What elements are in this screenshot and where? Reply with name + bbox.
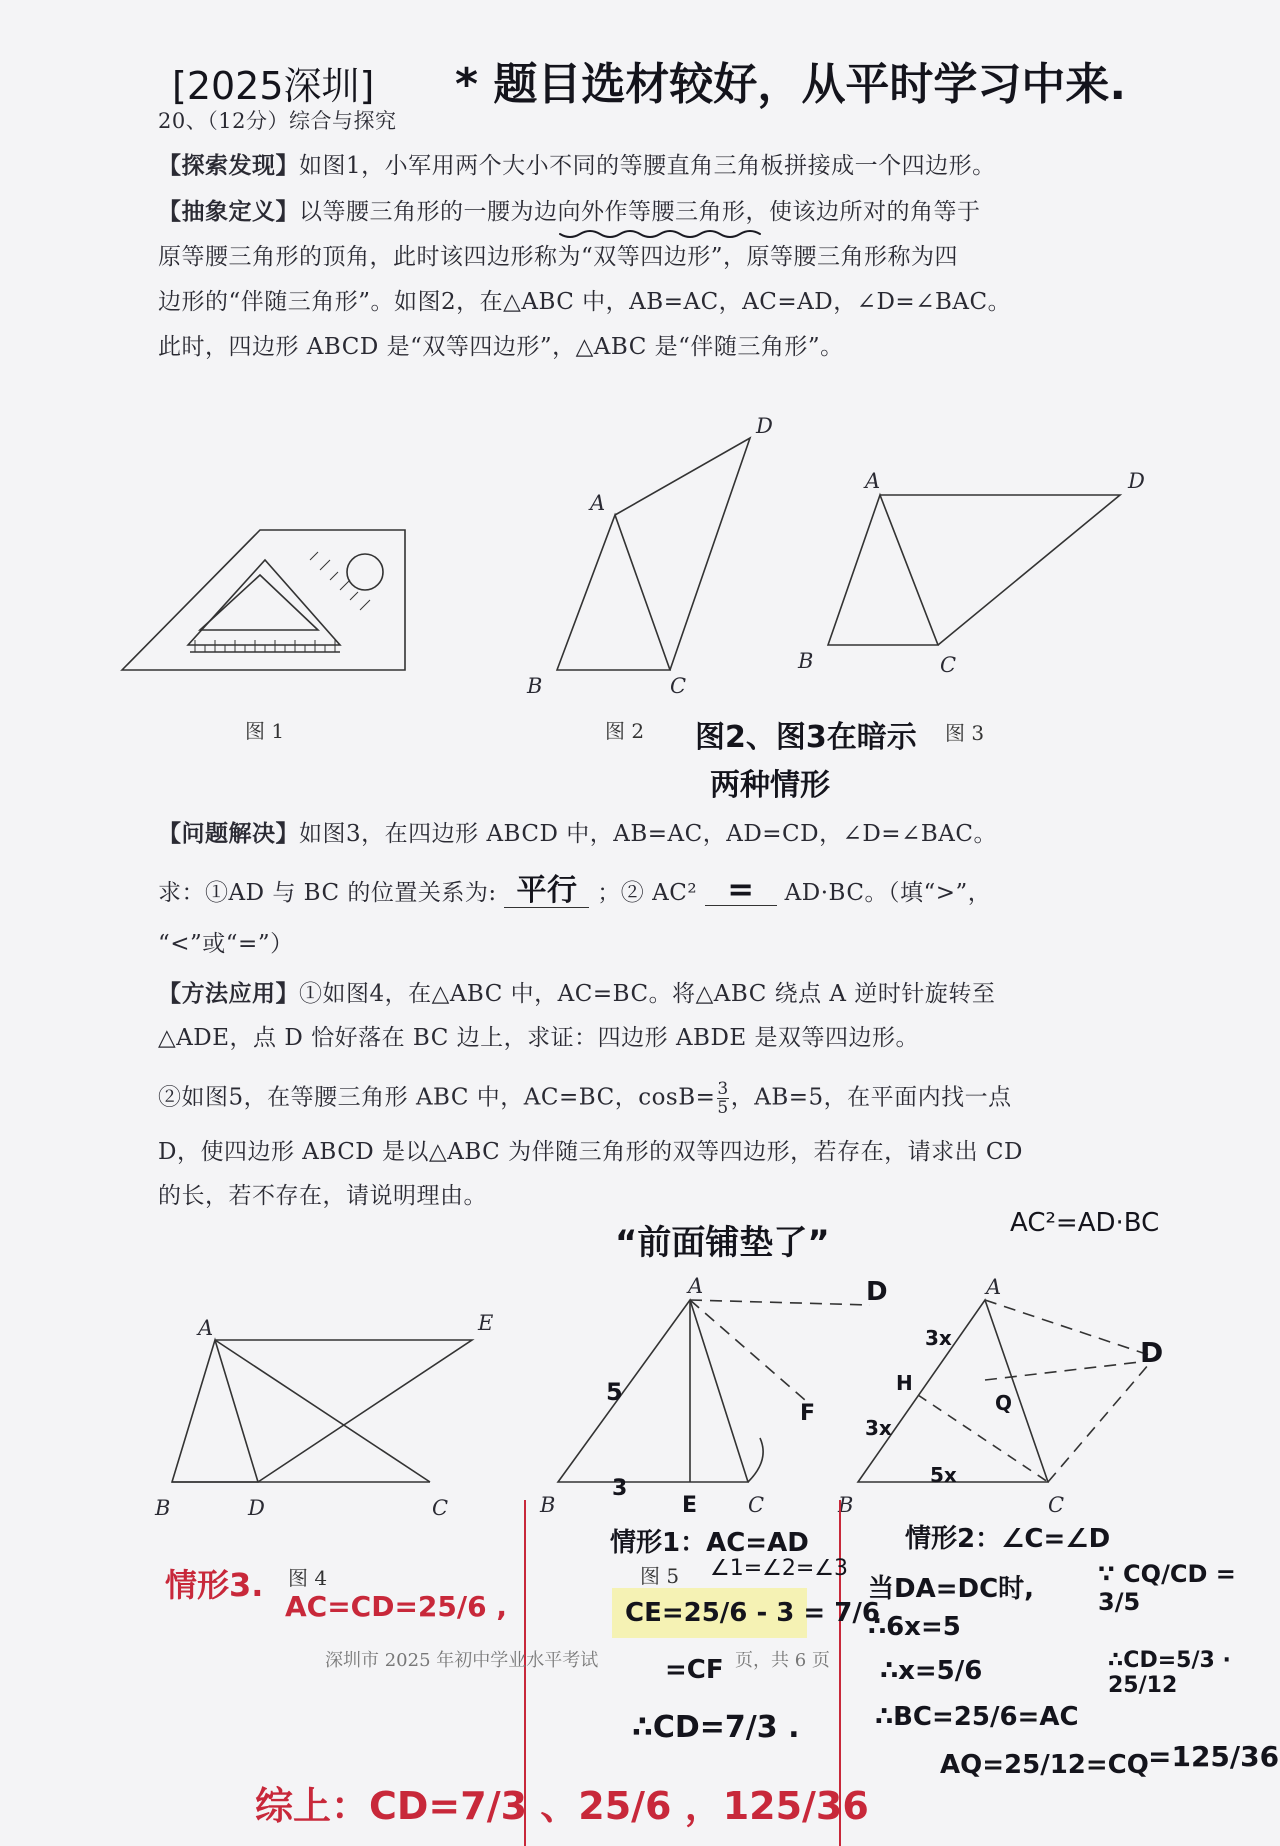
solve-label: 【问题解决】 <box>158 821 299 847</box>
define-label: 【抽象定义】 <box>158 199 299 225</box>
note-tag: [2025深圳] <box>172 64 375 108</box>
fig6-label-c: C <box>1048 1493 1065 1517</box>
hw-case3: 情形3. <box>165 1566 264 1604</box>
define-line-4: 此时，四边形 ABCD 是“双等四边形”，△ABC 是“伴随三角形”。 <box>158 334 844 360</box>
fig5-label-c: C <box>748 1493 765 1517</box>
answer-blank-1[interactable]: 平行 <box>504 875 589 908</box>
apply-line-2: △ADE，点 D 恰好落在 BC 边上，求证：四边形 ABDE 是双等四边形。 <box>158 1025 920 1051</box>
fig3-label-d: D <box>1128 469 1145 493</box>
hw-summary: 综上：CD=7/3 、25/6 ，125/36 <box>255 1784 869 1828</box>
fig3-label-c: C <box>940 653 957 677</box>
hw-case2-line4: ∴BC=25/6=AC <box>875 1702 1079 1732</box>
apply-line-4: D，使四边形 ABCD 是以△ABC 为伴随三角形的双等四边形，若存在，请求出 CD <box>158 1139 1023 1165</box>
fig5-side-3: 3 <box>612 1476 628 1501</box>
footer: 深圳市 2025 年初中学业水平考试 <box>325 1650 599 1671</box>
hw-case1-cf: =CF <box>665 1655 724 1685</box>
fig2-label-d: D <box>756 414 773 438</box>
solve-line-3: “<”或“=”） <box>158 931 294 957</box>
fig-note-line2: 两种情形 <box>710 768 830 803</box>
hw-formula: AC²=AD·BC <box>1010 1208 1160 1238</box>
figure-3 <box>828 495 1120 645</box>
hw-case2-ratio: ∵ CQ/CD = 3/5 <box>1098 1560 1236 1616</box>
hw-case2-line1: 当DA=DC时, <box>868 1574 1035 1604</box>
hw-case1-cd: ∴CD=7/3 . <box>632 1710 800 1745</box>
apply-label: 【方法应用】 <box>158 981 299 1007</box>
note-comment: * 题目选材较好，从平时学习中来. <box>455 59 1127 110</box>
fig4-label-c: C <box>432 1496 449 1520</box>
fig2-label-b: B <box>527 674 543 698</box>
define-line-2: 原等腰三角形的顶角，此时该四边形称为“双等四边形”，原等腰三角形称为四 <box>158 244 959 270</box>
hw-case3-result: AC=CD=25/6 , <box>285 1590 507 1623</box>
footer-page: 页，共 6 页 <box>735 1650 830 1671</box>
fig3-label-b: B <box>798 649 814 673</box>
solve-line-2: 求：①AD 与 BC 的位置关系为: 平行 ；② AC² = AD·BC。（填“>”， <box>158 870 992 908</box>
solve-line-1: 【问题解决】如图3，在四边形 ABCD 中，AB=AC，AD=CD，∠D=∠BAC。 <box>158 821 997 847</box>
hw-case2-line2: ∴6x=5 <box>868 1612 961 1642</box>
fig6-label-h: H <box>896 1371 913 1395</box>
hw-case2-cd: ∴CD=5/3 · 25/12 <box>1108 1648 1231 1698</box>
discover-paragraph: 【探索发现】如图1，小军用两个大小不同的等腰直角三角板拼接成一个四边形。 <box>158 153 996 179</box>
figure-1 <box>122 530 405 670</box>
fig2-label-a: A <box>590 491 606 515</box>
hw-case1-title: 情形1：AC=AD <box>610 1528 809 1558</box>
caption-fig2: 图 2 <box>605 719 645 743</box>
fig4-label-b: B <box>155 1496 171 1520</box>
figure-4 <box>172 1340 472 1482</box>
figure-2 <box>557 438 750 670</box>
fig6-side-3x-top: 3x <box>925 1326 952 1350</box>
define-line-3: 边形的“伴随三角形”。如图2，在△ABC 中，AB=AC，AC=AD，∠D=∠BAC。 <box>158 289 1012 315</box>
define-line-1: 【抽象定义】以等腰三角形的一腰为边向外作等腰三角形，使该边所对的角等于 <box>158 199 981 225</box>
fig6-label-d: D <box>1140 1336 1164 1369</box>
fig3-label-a: A <box>865 469 881 493</box>
figure-5 <box>558 1300 870 1482</box>
caption-fig1: 图 1 <box>245 719 285 743</box>
hw-case2-final: =125/36 <box>1148 1740 1280 1773</box>
problem-number: 20、（12分）综合与探究 <box>158 109 397 133</box>
hw-case1-angles: ∠1=∠2=∠3 <box>710 1556 849 1581</box>
caption-fig3: 图 3 <box>945 721 985 745</box>
fig5-label-a: A <box>688 1274 704 1298</box>
hw-case2-line5: AQ=25/12=CQ <box>940 1750 1149 1780</box>
hw-case2-title: 情形2：∠C=∠D <box>905 1524 1111 1554</box>
caption-fig5: 图 5 <box>640 1564 680 1588</box>
fig5-label-e: E <box>682 1493 698 1518</box>
hw-prep: “前面铺垫了” <box>615 1223 830 1263</box>
answer-blank-2[interactable]: = <box>705 873 777 906</box>
fig4-label-a: A <box>198 1316 214 1340</box>
discover-label: 【探索发现】 <box>158 153 299 179</box>
fig2-label-c: C <box>670 674 687 698</box>
fig4-label-d: D <box>248 1496 265 1520</box>
apply-line-5: 的长，若不存在，请说明理由。 <box>158 1183 487 1209</box>
hw-case2-line3: ∴x=5/6 <box>880 1656 983 1686</box>
fig5-label-d: D <box>866 1277 888 1307</box>
fig4-label-e: E <box>478 1311 494 1335</box>
fig5-label-f: F <box>800 1401 816 1426</box>
cos-denominator: 5 <box>717 1098 729 1118</box>
caption-fig4: 图 4 <box>288 1566 328 1590</box>
fig5-label-b: B <box>540 1493 556 1517</box>
apply-line-3: ②如图5，在等腰三角形 ABC 中，AC=BC，cosB= $\frac{3}{5}$ ，AB=5，在平面内找一点 <box>158 1079 1012 1118</box>
hw-case1-ce: CE=25/6 - 3 = 7/6 <box>625 1598 880 1628</box>
fig6-side-5x: 5x <box>930 1463 957 1487</box>
fig6-label-a: A <box>986 1275 1002 1299</box>
fig-note-line1: 图2、图3在暗示 <box>695 720 917 755</box>
apply-line-1: 【方法应用】①如图4，在△ABC 中，AC=BC。将△ABC 绕点 A 逆时针旋转至 <box>158 981 996 1007</box>
fig6-label-b: B <box>838 1493 854 1517</box>
fig5-side-5: 5 <box>606 1378 623 1406</box>
fig6-label-q: Q <box>995 1391 1013 1415</box>
wavy-underline <box>560 231 760 237</box>
fig6-side-3x-bottom: 3x <box>865 1416 892 1440</box>
cos-numerator: 3 <box>717 1079 729 1099</box>
